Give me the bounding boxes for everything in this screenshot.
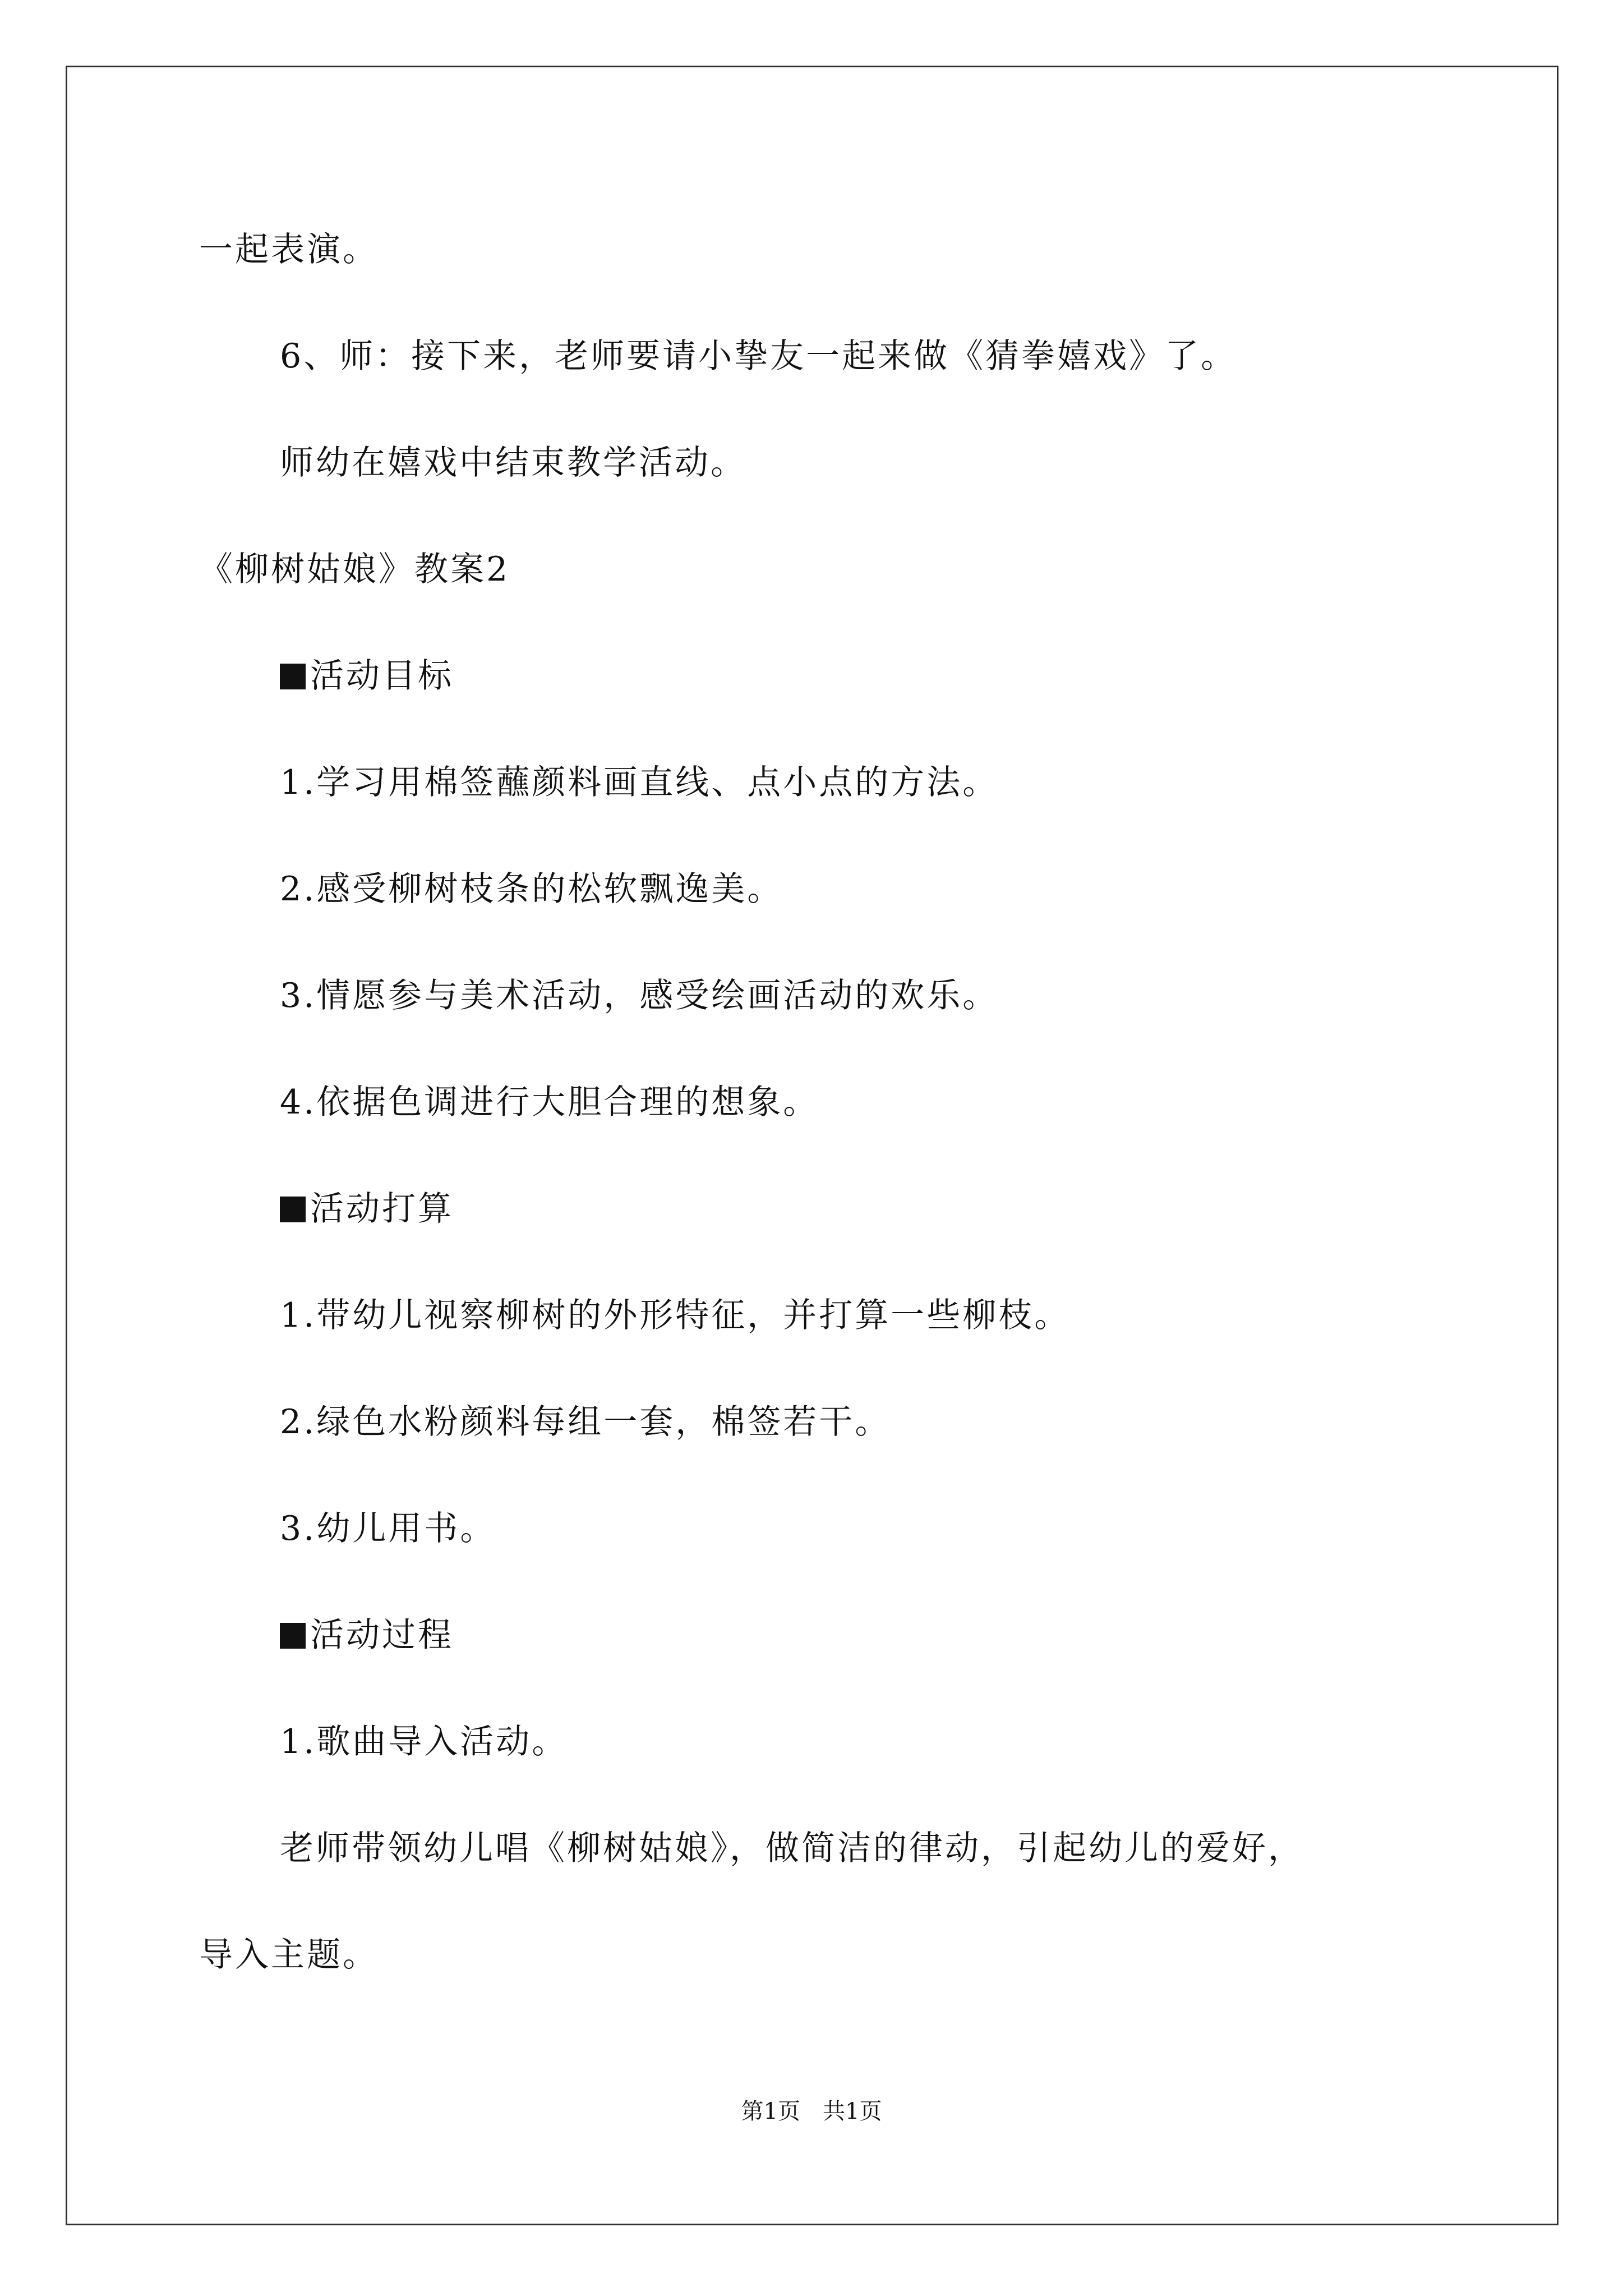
square-bullet-icon: [280, 1623, 306, 1649]
section-heading-label: 活动过程: [310, 1616, 454, 1655]
square-bullet-icon: [280, 1197, 306, 1222]
list-item: 3.幼儿用书。: [280, 1509, 496, 1548]
paragraph-line: 师幼在嬉戏中结束教学活动。: [280, 443, 746, 482]
paragraph-line: 老师带领幼儿唱《柳树姑娘》，做简洁的律动，引起幼儿的爱好，: [280, 1829, 1304, 1868]
section-heading-label: 活动打算: [310, 1189, 454, 1228]
paragraph-line: 6、师：接下来，老师要请小挚友一起来做《猜拳嬉戏》了。: [280, 337, 1237, 376]
list-item: 2.感受柳树枝条的松软飘逸美。: [280, 869, 783, 909]
page-number-footer: 第1页 共1页: [741, 2099, 882, 2124]
list-item: 2.绿色水粉颜料每组一套，棉签若干。: [280, 1402, 891, 1442]
section-heading: [280, 654, 454, 698]
page-border: [66, 66, 1559, 2225]
list-item: 1.带幼儿视察柳树的外形特征，并打算一些柳枝。: [280, 1296, 1071, 1335]
list-item: 3.情愿参与美术活动，感受绘画活动的欢乐。: [280, 976, 999, 1015]
list-item: 1.学习用棉签蘸颜料画直线、点小点的方法。: [280, 763, 999, 802]
square-bullet-icon: [280, 664, 306, 689]
list-item: 4.依据色调进行大胆合理的想象。: [280, 1083, 819, 1122]
section-heading-label: 活动目标: [310, 656, 454, 696]
section-title: 《柳树姑娘》教案2: [199, 550, 510, 589]
section-heading: [280, 1186, 454, 1231]
list-item: 1.歌曲导入活动。: [280, 1722, 568, 1761]
paragraph-line: 导入主题。: [199, 1935, 379, 1975]
paragraph-line: 一起表演。: [199, 230, 379, 269]
section-heading: [280, 1613, 454, 1658]
